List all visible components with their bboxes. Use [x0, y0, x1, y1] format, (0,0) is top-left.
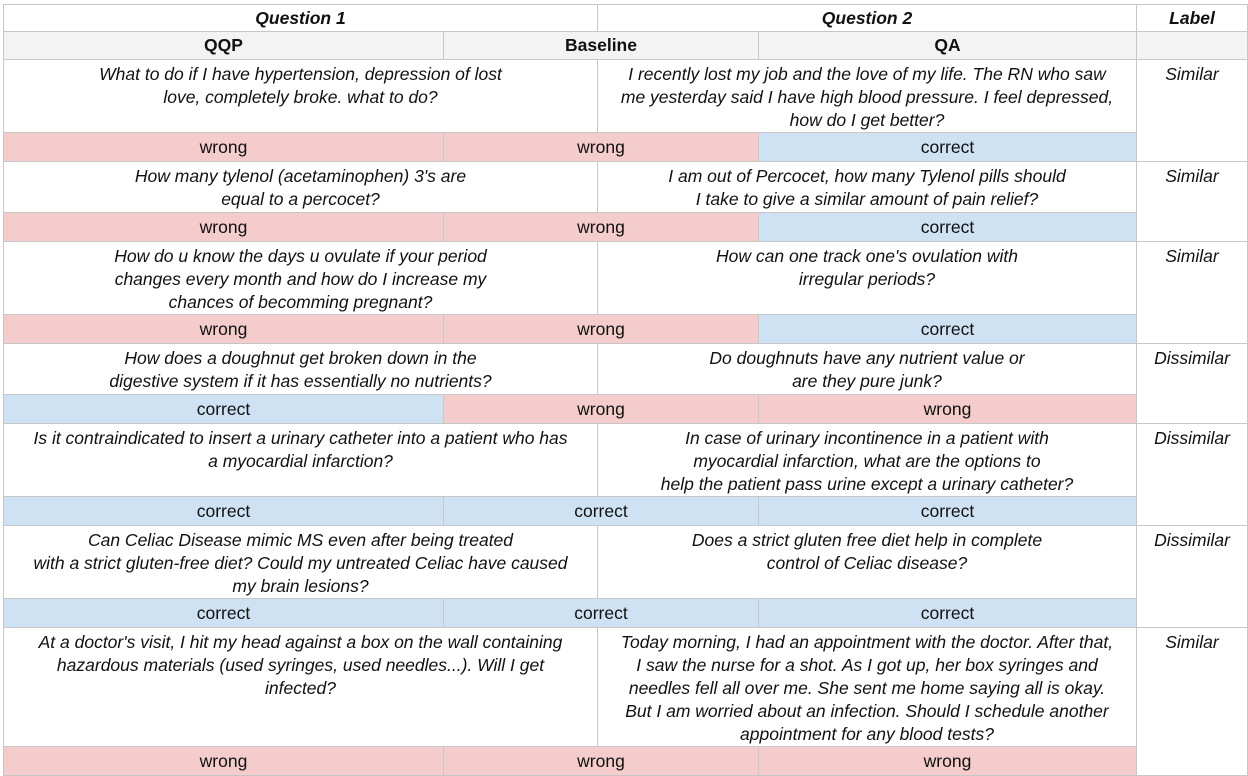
text-line: How can one track one's ovulation with	[716, 246, 1018, 266]
qqp-result: correct	[4, 599, 444, 628]
question1-cell	[4, 162, 598, 213]
text-line: What to do if I have hypertension, depression of lost	[99, 64, 502, 84]
qa-result: correct	[759, 213, 1137, 242]
text-line: are they pure junk?	[792, 371, 942, 391]
text-row	[4, 424, 1248, 497]
text-line: But I am worried about an infection. Should I schedule another	[625, 701, 1109, 721]
text-line: help the patient pass urine except a urinary catheter?	[660, 474, 1074, 494]
text-line: changes every month and how do I increase my	[114, 269, 487, 289]
question2-header: Question 2	[598, 5, 1137, 32]
question1-header: Question 1	[4, 5, 598, 32]
label-cell: Dissimilar	[1137, 344, 1248, 424]
result-row	[4, 599, 1248, 628]
result-row	[4, 395, 1248, 424]
label-cell: Dissimilar	[1137, 424, 1248, 526]
result-row	[4, 133, 1248, 162]
text-line: Does a strict gluten free diet help in complete	[691, 530, 1043, 550]
qa-result: correct	[759, 497, 1137, 526]
result-row	[4, 497, 1248, 526]
qqp-result: wrong	[4, 213, 444, 242]
text-row	[4, 60, 1248, 133]
text-line: a myocardial infarction?	[208, 451, 393, 471]
question2-cell	[598, 242, 1137, 315]
baseline-header: Baseline	[444, 32, 759, 60]
comparison-table	[3, 4, 1248, 776]
label-cell: Similar	[1137, 628, 1248, 776]
qa-header: QA	[759, 32, 1137, 60]
question2-cell	[598, 424, 1137, 497]
text-line: I recently lost my job and the love of my life. The RN who saw	[628, 64, 1106, 84]
text-line: Can Celiac Disease mimic MS even after being treated	[87, 530, 514, 550]
baseline-result: correct	[444, 497, 759, 526]
text-line: I take to give a similar amount of pain relief?	[695, 189, 1039, 209]
qqp-header: QQP	[4, 32, 444, 60]
text-line: control of Celiac disease?	[766, 553, 968, 573]
text-line: How does a doughnut get broken down in the	[124, 348, 477, 368]
text-row	[4, 526, 1248, 599]
question1-cell	[4, 526, 598, 599]
text-line: my brain lesions?	[232, 576, 369, 596]
question1-cell	[4, 424, 598, 497]
label-cell: Similar	[1137, 242, 1248, 344]
text-line: I am out of Percocet, how many Tylenol pills should	[668, 166, 1066, 186]
qqp-result: correct	[4, 497, 444, 526]
question2-cell	[598, 60, 1137, 133]
baseline-result: correct	[444, 599, 759, 628]
qa-result: correct	[759, 133, 1137, 162]
result-row	[4, 315, 1248, 344]
result-row	[4, 213, 1248, 242]
label-subheader-empty	[1137, 32, 1248, 60]
text-line: I saw the nurse for a shot. As I got up, her box syringes and	[636, 655, 1098, 675]
question1-cell	[4, 628, 598, 747]
question2-cell	[598, 526, 1137, 599]
header-row-top	[4, 5, 1248, 32]
question2-cell	[598, 344, 1137, 395]
text-line: Do doughnuts have any nutrient value or	[709, 348, 1025, 368]
text-line: Today morning, I had an appointment with the doctor. After that,	[620, 632, 1114, 652]
qqp-result: wrong	[4, 315, 444, 344]
text-line: How many tylenol (acetaminophen) 3's are	[134, 166, 467, 186]
label-cell: Similar	[1137, 162, 1248, 242]
text-line: how do I get better?	[789, 110, 945, 130]
text-line: myocardial infarction, what are the options to	[693, 451, 1041, 471]
baseline-result: wrong	[444, 315, 759, 344]
qa-result: correct	[759, 599, 1137, 628]
text-row	[4, 162, 1248, 213]
text-line: How do u know the days u ovulate if your period	[114, 246, 487, 266]
qa-result: correct	[759, 315, 1137, 344]
header-row-sub	[4, 32, 1248, 60]
label-cell: Dissimilar	[1137, 526, 1248, 628]
baseline-result: wrong	[444, 213, 759, 242]
qqp-result: wrong	[4, 133, 444, 162]
text-line: infected?	[264, 678, 337, 698]
result-row	[4, 747, 1248, 776]
text-row	[4, 628, 1248, 747]
text-line: irregular periods?	[798, 269, 936, 289]
qqp-result: correct	[4, 395, 444, 424]
text-line: love, completely broke. what to do?	[163, 87, 438, 107]
text-line: digestive system if it has essentially no nutrients?	[109, 371, 492, 391]
qa-result: wrong	[759, 395, 1137, 424]
label-cell: Similar	[1137, 60, 1248, 162]
label-header: Label	[1137, 5, 1248, 32]
text-line: In case of urinary incontinence in a patient with	[685, 428, 1049, 448]
text-line: At a doctor's visit, I hit my head against a box on the wall containing	[38, 632, 563, 652]
text-line: chances of becomming pregnant?	[168, 292, 433, 312]
baseline-result: wrong	[444, 747, 759, 776]
baseline-result: wrong	[444, 133, 759, 162]
question1-cell	[4, 242, 598, 315]
question2-cell	[598, 162, 1137, 213]
text-row	[4, 242, 1248, 315]
question1-cell	[4, 60, 598, 133]
text-line: needles fell all over me. She sent me home saying all is okay.	[628, 678, 1106, 698]
question1-cell	[4, 344, 598, 395]
question2-cell	[598, 628, 1137, 747]
baseline-result: wrong	[444, 395, 759, 424]
text-line: me yesterday said I have high blood pressure. I feel depressed,	[620, 87, 1114, 107]
text-row	[4, 344, 1248, 395]
text-line: with a strict gluten-free diet? Could my untreated Celiac have caused	[33, 553, 568, 573]
text-line: appointment for any blood tests?	[740, 724, 994, 744]
text-line: hazardous materials (used syringes, used needles...). Will I get	[56, 655, 545, 675]
qa-result: wrong	[759, 747, 1137, 776]
text-line: equal to a percocet?	[221, 189, 380, 209]
qqp-result: wrong	[4, 747, 444, 776]
text-line: Is it contraindicated to insert a urinary catheter into a patient who has	[33, 428, 568, 448]
